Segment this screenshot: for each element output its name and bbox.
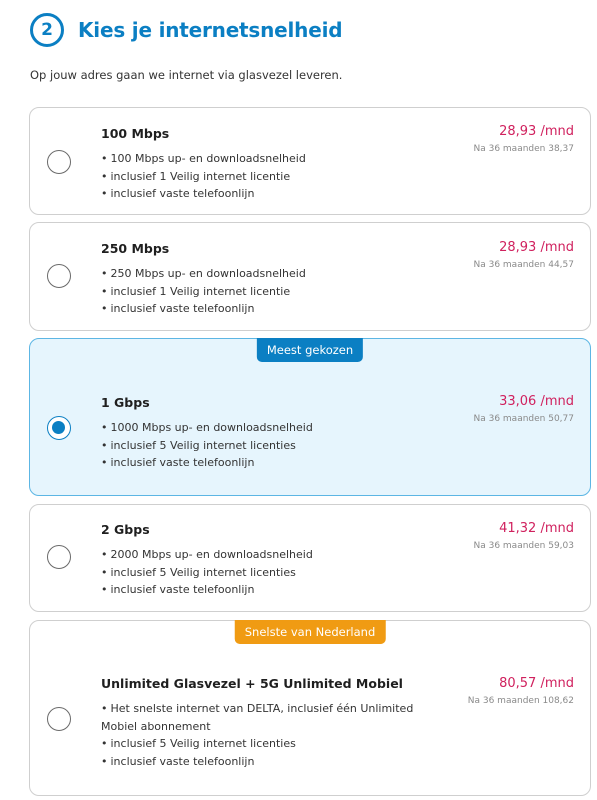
most-chosen-badge: Meest gekozen	[257, 338, 363, 362]
feature-item: • 2000 Mbps up- en downloadsnelheid	[101, 548, 313, 561]
step-number-badge: 2	[30, 13, 64, 47]
intro-text: Op jouw adres gaan we internet via glasvezel leveren.	[30, 68, 343, 82]
feature-list	[101, 150, 306, 203]
feature-item: • inclusief vaste telefoonlijn	[101, 754, 255, 768]
option-name: 1 Gbps	[101, 395, 150, 410]
feature-item: • inclusief 5 Veilig internet licenties	[101, 737, 296, 750]
feature-item: • inclusief vaste telefoonlijn	[101, 187, 255, 200]
speed-option-unlimited[interactable]	[29, 620, 591, 796]
feature-list	[101, 700, 426, 770]
price-block	[473, 124, 574, 154]
price-after-term: Na 36 maanden 50,77	[473, 414, 574, 424]
feature-item: • inclusief 5 Veilig internet licenties	[101, 438, 296, 452]
feature-item: • 100 Mbps up- en downloadsnelheid	[101, 152, 306, 165]
price-block	[473, 521, 574, 551]
monthly-price: 80,57 /mnd	[499, 676, 574, 691]
option-name: 2 Gbps	[101, 522, 150, 537]
option-name: 250 Mbps	[101, 241, 170, 256]
feature-item: • inclusief 1 Veilig internet licentie	[101, 169, 291, 183]
price-block	[473, 240, 574, 270]
price-after-term: Na 36 maanden 44,57	[473, 260, 574, 270]
radio-button[interactable]	[47, 150, 71, 174]
section-title: Kies je internetsnelheid	[78, 18, 343, 42]
monthly-price: 41,32 /mnd	[499, 521, 574, 536]
feature-list	[101, 546, 313, 599]
monthly-price: 28,93 /mnd	[499, 240, 574, 255]
feature-item: • inclusief 5 Veilig internet licenties	[101, 565, 296, 579]
price-block	[468, 676, 574, 706]
radio-button[interactable]	[47, 545, 71, 569]
speed-option-1gbps[interactable]	[29, 338, 591, 496]
monthly-price: 28,93 /mnd	[499, 124, 574, 139]
radio-button-selected[interactable]	[47, 416, 71, 440]
price-block	[473, 394, 574, 424]
fastest-badge: Snelste van Nederland	[235, 620, 386, 644]
radio-button[interactable]	[47, 707, 71, 731]
price-after-term: Na 36 maanden 38,37	[473, 144, 574, 154]
section-header	[30, 13, 342, 47]
feature-list	[101, 419, 313, 472]
option-name: 100 Mbps	[101, 126, 170, 141]
speed-option-250mbps[interactable]	[29, 222, 591, 331]
speed-option-100mbps[interactable]	[29, 107, 591, 215]
speed-option-2gbps[interactable]	[29, 504, 591, 612]
feature-item: • 1000 Mbps up- en downloadsnelheid	[101, 421, 313, 434]
monthly-price: 33,06 /mnd	[499, 394, 574, 409]
price-after-term: Na 36 maanden 108,62	[467, 696, 574, 706]
radio-button[interactable]	[47, 264, 71, 288]
feature-item: • 250 Mbps up- en downloadsnelheid	[101, 267, 306, 280]
feature-item: • inclusief vaste telefoonlijn	[101, 456, 255, 469]
feature-item: • inclusief vaste telefoonlijn	[101, 583, 255, 596]
feature-item: • Het snelste internet van DELTA, inclusief één Unlimited Mobiel abonnement	[101, 702, 414, 733]
price-after-term: Na 36 maanden 59,03	[473, 541, 574, 551]
option-name: Unlimited Glasvezel + 5G Unlimited Mobiel	[101, 676, 403, 691]
feature-list	[101, 265, 306, 318]
feature-item: • inclusief vaste telefoonlijn	[101, 302, 255, 315]
feature-item: • inclusief 1 Veilig internet licentie	[101, 284, 291, 298]
